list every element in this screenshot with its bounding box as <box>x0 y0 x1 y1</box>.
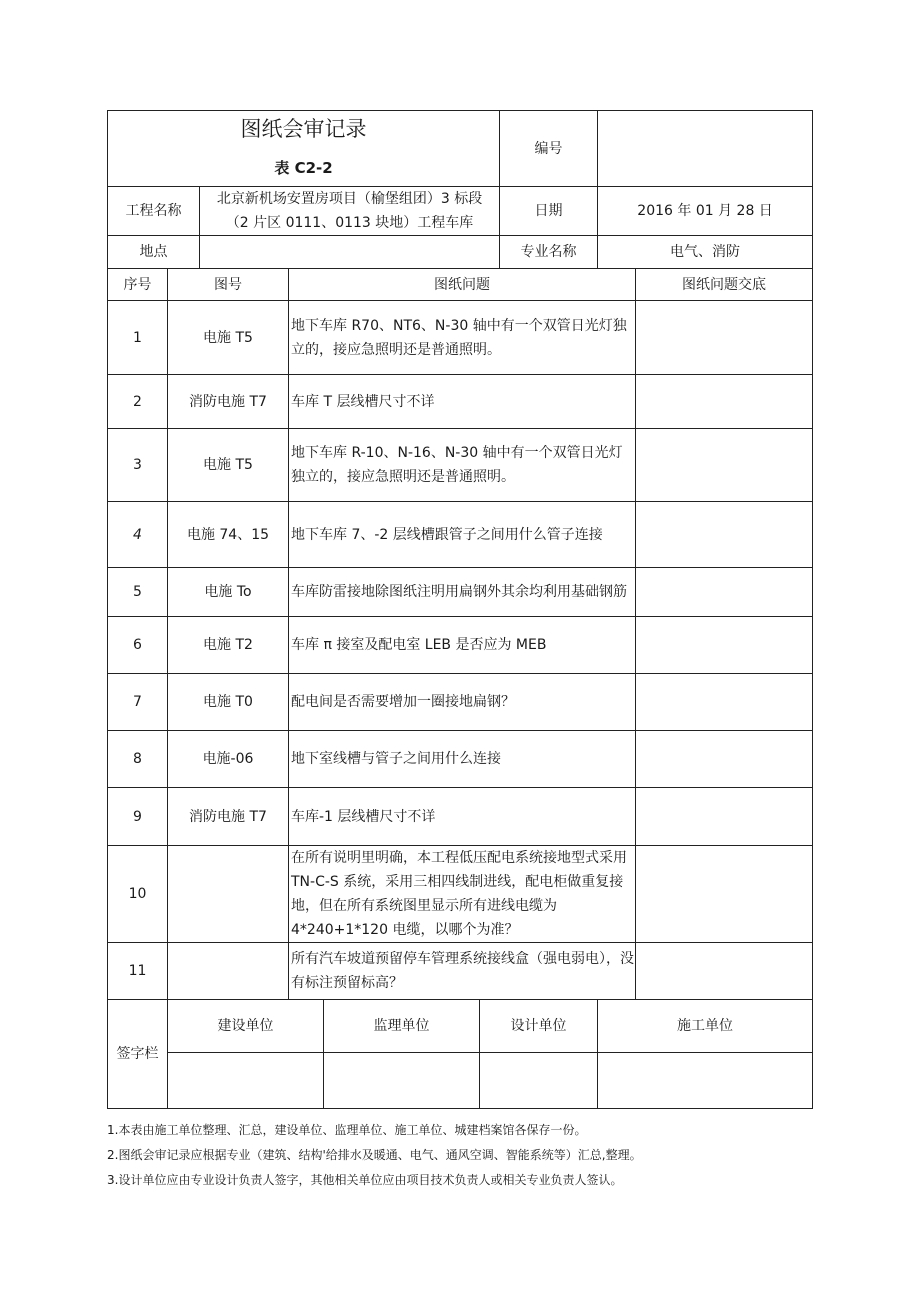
row-drawing: 电施-06 <box>168 731 289 788</box>
row-response <box>636 429 813 502</box>
row-seq: 4 <box>108 502 168 568</box>
location-label: 地点 <box>108 236 200 269</box>
row-response <box>636 301 813 375</box>
discipline-label: 专业名称 <box>500 236 598 269</box>
title-row <box>108 111 813 187</box>
row-drawing: 电施 T5 <box>168 301 289 375</box>
date-value: 2016 年 01 月 28 日 <box>598 187 813 236</box>
signature-unit-contractor: 施工单位 <box>598 1000 813 1053</box>
row-seq: 11 <box>108 943 168 1000</box>
signature-label: 签字栏 <box>108 1000 168 1109</box>
table-row <box>108 617 813 674</box>
footnote: 3.设计单位应由专业设计负责人签字，其他相关单位应由项目技术负责人或相关专业负责人签认。 <box>107 1173 623 1187</box>
footnotes <box>107 1118 827 1193</box>
row-issue: 地下室线槽与管子之间用什么连接 <box>289 731 636 788</box>
row-response <box>636 617 813 674</box>
row-drawing: 电施 T2 <box>168 617 289 674</box>
table-row <box>108 375 813 429</box>
row-response <box>636 846 813 943</box>
project-label: 工程名称 <box>108 187 200 236</box>
signature-unit-designer: 设计单位 <box>480 1000 598 1053</box>
row-seq: 1 <box>108 301 168 375</box>
row-issue: 所有汽车坡道预留停车管理系统接线盒（强电弱电），没有标注预留标高？ <box>289 943 636 1000</box>
row-seq: 9 <box>108 788 168 846</box>
form-code: 表 C2-2 <box>274 159 333 177</box>
project-name-line2: （2 片区 0111、0113 块地）工程车库 <box>225 215 474 231</box>
form-body <box>107 186 812 1109</box>
review-table <box>107 110 813 187</box>
row-drawing: 电施 74、15 <box>168 502 289 568</box>
project-row <box>108 187 813 236</box>
col-issue: 图纸问题 <box>289 269 636 301</box>
col-seq: 序号 <box>108 269 168 301</box>
row-issue: 车库 T 层线槽尺寸不详 <box>289 375 636 429</box>
signature-box-designer[interactable] <box>480 1053 598 1109</box>
table-row <box>108 502 813 568</box>
table-row <box>108 568 813 617</box>
signature-unit-supervisor: 监理单位 <box>324 1000 480 1053</box>
row-drawing <box>168 943 289 1000</box>
row-seq: 7 <box>108 674 168 731</box>
row-issue: 车库-1 层线槽尺寸不详 <box>289 788 636 846</box>
location-value <box>200 236 500 269</box>
drawing-review-form <box>107 110 812 187</box>
row-seq: 5 <box>108 568 168 617</box>
signature-sign-row <box>108 1053 813 1109</box>
number-label: 编号 <box>500 111 598 187</box>
project-name-line1: 北京新机场安置房项目（榆堡组团）3 标段 <box>216 191 483 207</box>
row-response <box>636 502 813 568</box>
row-seq: 3 <box>108 429 168 502</box>
row-seq: 6 <box>108 617 168 674</box>
title-cell <box>108 111 500 187</box>
number-value <box>598 111 813 187</box>
table-row <box>108 788 813 846</box>
footnote: 2.图纸会审记录应根据专业（建筑、结构'给排水及暖通、电气、通风空调、智能系统等）汇总,整理。 <box>107 1148 642 1162</box>
row-issue: 车库 π 接室及配电室 LEB 是否应为 MEB <box>289 617 636 674</box>
row-response <box>636 943 813 1000</box>
signature-box-owner[interactable] <box>168 1053 324 1109</box>
row-response <box>636 788 813 846</box>
table-row <box>108 943 813 1000</box>
row-issue: 车库防雷接地除图纸注明用扁钢外其余均利用基础钢筋 <box>289 568 636 617</box>
row-drawing: 电施 T0 <box>168 674 289 731</box>
row-seq: 10 <box>108 846 168 943</box>
col-response: 图纸问题交底 <box>636 269 813 301</box>
row-issue: 地下车库 R70、NT6、N-30 轴中有一个双管日光灯独立的，接应急照明还是普通照明。 <box>289 301 636 375</box>
row-issue: 在所有说明里明确，本工程低压配电系统接地型式采用 TN-C-S 系统，采用三相四线制进线，配电柜做重复接地，但在所有系统图里显示所有进线电缆为 4*240+1*120 电缆，以哪个为准？ <box>289 846 636 943</box>
row-drawing: 电施 To <box>168 568 289 617</box>
table-row <box>108 731 813 788</box>
review-table-body <box>107 186 813 1109</box>
signature-header-row <box>108 1000 813 1053</box>
row-response <box>636 674 813 731</box>
row-drawing: 电施 T5 <box>168 429 289 502</box>
discipline-value: 电气、消防 <box>598 236 813 269</box>
row-issue: 配电间是否需要增加一圈接地扁钢？ <box>289 674 636 731</box>
row-issue: 地下车库 7、-2 层线槽跟管子之间用什么管子连接 <box>289 502 636 568</box>
signature-box-contractor[interactable] <box>598 1053 813 1109</box>
table-row <box>108 301 813 375</box>
footnote: 1.本表由施工单位整理、汇总，建设单位、监理单位、施工单位、城建档案馆各保存一份。 <box>107 1123 587 1137</box>
date-label: 日期 <box>500 187 598 236</box>
signature-box-supervisor[interactable] <box>324 1053 480 1109</box>
column-header-row <box>108 269 813 301</box>
row-seq: 2 <box>108 375 168 429</box>
row-drawing: 消防电施 T7 <box>168 788 289 846</box>
form-title: 图纸会审记录 <box>240 117 367 141</box>
location-row <box>108 236 813 269</box>
signature-unit-owner: 建设单位 <box>168 1000 324 1053</box>
row-issue: 地下车库 R-10、N-16、N-30 轴中有一个双管日光灯独立的，接应急照明还是普通照明。 <box>289 429 636 502</box>
table-row <box>108 674 813 731</box>
table-row <box>108 429 813 502</box>
row-drawing: 消防电施 T7 <box>168 375 289 429</box>
table-row <box>108 846 813 943</box>
row-response <box>636 375 813 429</box>
col-drawing: 图号 <box>168 269 289 301</box>
row-seq: 8 <box>108 731 168 788</box>
row-response <box>636 568 813 617</box>
row-response <box>636 731 813 788</box>
row-drawing <box>168 846 289 943</box>
project-name <box>200 187 500 236</box>
